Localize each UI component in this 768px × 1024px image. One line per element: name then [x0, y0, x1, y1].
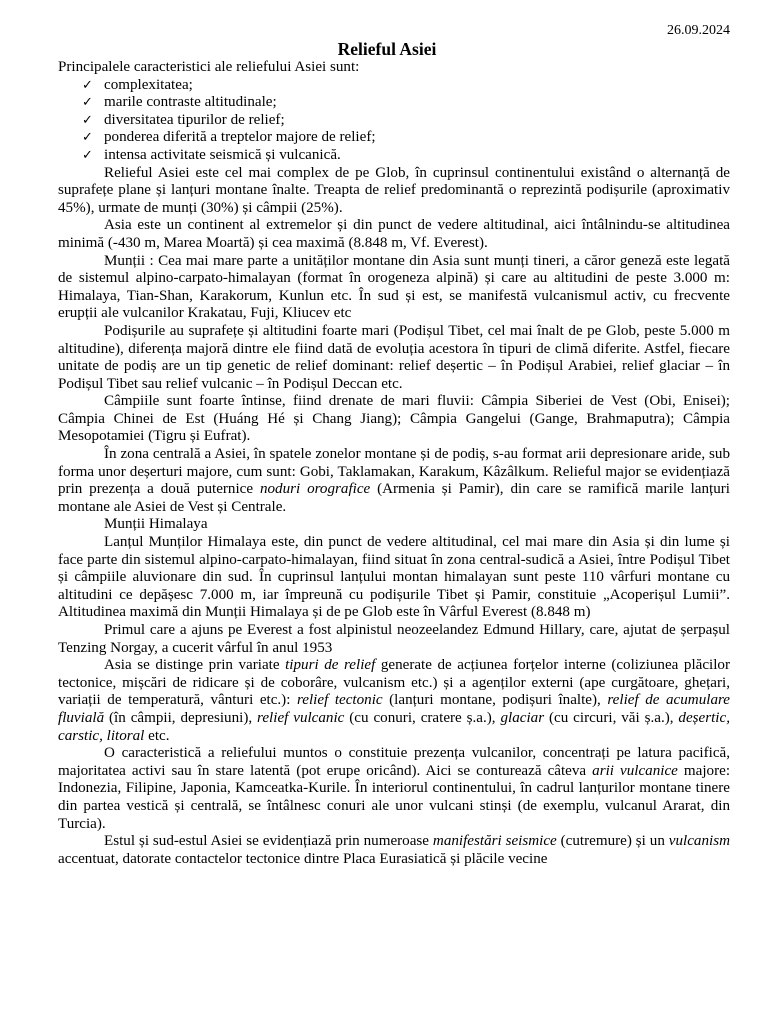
document-page: [58, 22, 730, 868]
checkmark-icon: ✓: [82, 112, 93, 128]
paragraph-relief-types: Asia se distinge prin variate tipuri de relief generate de acțiunea forțelor interne (coliziunea plăcilor tectonice, mișcări de ridicare și de coborâre, vulcanism etc.) și a agenților externi (ape curgătoare, ghețari, variații de temperatură, vânturi etc.): relief tectonic (lanțuri montane, podișuri înalte), relief de acumulare fluvială (în câmpii, depresiuni), relief vulcanic (cu conuri, cratere ș.a.), glaciar (cu circuri, văi ș.a.), deșertic, carstic, litoral etc.: [58, 657, 731, 744]
paragraph-mountains: Munții : Cea mai mare parte a unităților montane din Asia sunt munți tineri, a căror geneză este legată de sistemul alpino-carpato-himalayan (format în orogeneza alpină) și care au altitudini de peste 3.000 m: Himalaya, Tian-Shan, Karakorum, Kunlun etc. În sud și est, se manifestă vulcanismul activ, cu frecvente erupții ale vulcanilor Krakatau, Fuji, Kliucev etc: [58, 252, 730, 322]
section-heading-himalaya: Munții Himalaya: [104, 516, 208, 533]
paragraph-seismic: Estul și sud-estul Asiei se evidențiază prin numeroase manifestări seismice (cutremure) și un vulcanism accentuat, datorate contactelor tectonice dintre Placa Eurasiatică și plăcile vecine: [58, 833, 730, 867]
paragraph-volcanoes: O caracteristică a reliefului muntos o constituie prezența vulcanilor, concentrați pe latura pacifică, majoritatea activi sau în stare latentă (pot erupe oricând). Aici se conturează câteva arii vulcanice majore: Indonezia, Filipine, Japonia, Kamceatka-Kurile. În interiorul continentului, în cadrul lanțurilor montane tinere din partea vestică și centrală, se întâlnesc conuri ale unor vulcani stinși (de exemplu, vulcanul Ararat, din Turcia).: [58, 745, 731, 832]
document-title: Relieful Asiei: [337, 39, 437, 59]
list-item: ✓ intensa activitate seismică și vulcanică.: [82, 146, 341, 163]
list-item: ✓ ponderea diferită a treptelor majore de relief;: [82, 129, 376, 146]
paragraph-relief-overview: Relieful Asiei este cel mai complex de pe Glob, în cuprinsul continentului existând o alternanță de suprafețe plane și lanțuri montane înalte. Treapta de relief predominantă o reprezintă podișurile (aproximativ 45%), urmate de munți (30%) și câmpii (25%).: [58, 164, 730, 216]
paragraph-plateaus: Podișurile au suprafețe și altitudini foarte mari (Podișul Tibet, cel mai înalt de pe Glob, peste 5.000 m altitudine), diferența majoră dintre ele fiind dată de evoluția acestora în tipuri de climă diferite. Astfel, fiecare unitate de podiș are un tip genetic de relief dominant: relief deșertic – în Podișul Arabiei, relief glaciar – în Podișul Tibet sau relief vulcanic – în Podișul Deccan etc.: [58, 322, 730, 392]
paragraph-central-zone: În zona centrală a Asiei, în spatele zonelor montane și de podiș, s-au format arii depresionare aride, sub forma unor deșerturi majore, cum sunt: Gobi, Taklamakan, Karakum, Kâzâlkum. Relieful major se evidențiază prin prezența a două puternice noduri orografice (Armenia și Pamir), din care se ramifică marile lanțuri montane ale Asiei de Vest și Centrale.: [58, 446, 730, 515]
checkmark-icon: ✓: [82, 95, 93, 111]
paragraph-himalaya: Lanțul Munților Himalaya este, din punct de vedere altitudinal, cel mai mare din Asia și din lume și face parte din sistemul alpino-carpato-himalayan, fiind situat în zona central-sudică a Asiei, între Podișul Tibet și câmpiile aluvionare din sud. În cuprinsul lanțului montan himalayan sunt peste 110 vârfuri montane cu altitudini ce depășesc 7.000 m, iar împreună cu podișurile Tibet și Pamir, constituie „Acoperișul Lumii”. Altitudinea maximă din Munții Himalaya și de pe Glob este în Vârful Everest (8.848 m): [58, 534, 730, 621]
checkmark-icon: ✓: [82, 147, 93, 163]
paragraph-plains: Câmpiile sunt foarte întinse, fiind drenate de mari fluvii: Câmpia Siberiei de Vest (Obi, Enisei); Câmpia Chinei de Est (Huáng Hé și Chang Jiang); Câmpia Gangelui (Gange, Brahmaputra); Câmpia Mesopotamiei (Tigru și Eufrat).: [58, 393, 730, 445]
paragraph-altitude-extremes: Asia este un continent al extremelor și din punct de vedere altitudinal, aici întâlnindu-se altitudinea minimă (-430 m, Marea Moartă) și cea maximă (8.848 m, Vf. Everest).: [58, 217, 730, 251]
checkmark-icon: ✓: [82, 77, 93, 93]
list-item: ✓ marile contraste altitudinale;: [82, 94, 277, 111]
intro-paragraph: Principalele caracteristici ale reliefului Asiei sunt:: [58, 59, 360, 75]
list-item: ✓ complexitatea;: [82, 76, 193, 93]
document-date: 26.09.2024: [667, 23, 730, 38]
checkmark-icon: ✓: [82, 130, 93, 146]
characteristics-list: [58, 77, 730, 165]
paragraph-everest-first-ascent: Primul care a ajuns pe Everest a fost alpinistul neozeelandez Edmund Hillary, care, ajutat de șerpașul Tenzing Norgay, a cucerit vârful în anul 1953: [58, 622, 730, 656]
list-item: ✓ diversitatea tipurilor de relief;: [82, 111, 285, 128]
